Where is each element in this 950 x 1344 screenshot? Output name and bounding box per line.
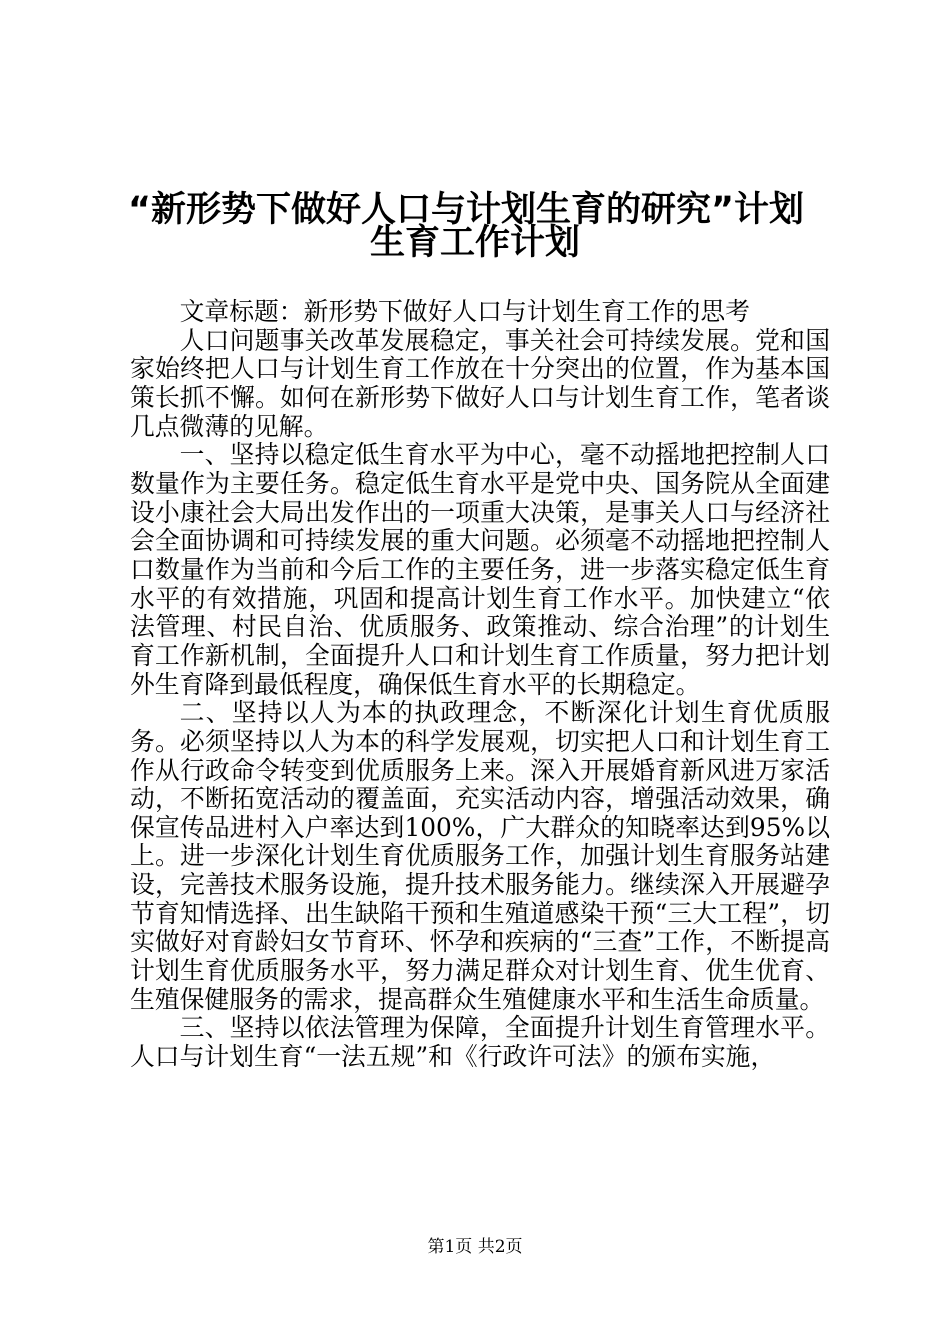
- page-footer: 第1页 共2页: [427, 1237, 523, 1257]
- article-subtitle: 文章标题：新形势下做好人口与计划生育工作的思考: [179, 297, 750, 326]
- paragraph-section-2: 二、坚持以人为本的执政理念，不断深化计划生育优质服务。必须坚持以人为本的科学发展观，切实把人口和计划生育工作从行政命令转变到优质服务上来。深入开展婚育新风进万家活动，不断拓宽活动的覆盖面，充实活动内容，增强活动效果，确保宣传品进村入户率达到100%，广大群众的知晓率达到95%以上。进一步深化计划生育优质服务工作，加强计划生育服务站建设，完善技术服务设施，提升技术服务能力。继续深入开展避孕节育知情选择、出生缺陷干预和生殖道感染干预“三大工程”，切实做好对育龄妇女节育环、怀孕和疾病的“三查”工作，不断提高计划生育优质服务水平，努力满足群众对计划生育、优生优育、生殖保健服务的需求，提高群众生殖健康水平和生活生命质量。: [130, 698, 830, 1014]
- paragraph-section-1: 一、坚持以稳定低生育水平为中心，毫不动摇地把控制人口数量作为主要任务。稳定低生育水平是党中央、国务院从全面建设小康社会大局出发作出的一项重大决策，是事关人口与经济社会全面协调和可持续发展的重大问题。必须毫不动摇地把控制人口数量作为当前和今后工作的主要任务，进一步落实稳定低生育水平的有效措施，巩固和提高计划生育工作水平。加快建立“依法管理、村民自治、优质服务、政策推动、综合治理”的计划生育工作新机制，全面提升人口和计划生育工作质量，努力把计划外生育降到最低程度，确保低生育水平的长期稳定。: [130, 440, 830, 699]
- document-body: [130, 298, 830, 1072]
- paragraph-section-3: 三、坚持以依法管理为保障，全面提升计划生育管理水平。人口与计划生育“一法五规”和《行政许可法》的颁布实施，: [130, 1013, 830, 1072]
- document-title-line-2: 生育工作计划: [369, 223, 580, 263]
- document-title-line-1: “新形势下做好人口与计划生育的研究”计划: [128, 190, 805, 230]
- paragraph-intro: 人口问题事关改革发展稳定，事关社会可持续发展。党和国家始终把人口与计划生育工作放在十分突出的位置，作为基本国策长抓不懈。如何在新形势下做好人口与计划生育工作，笔者谈几点微薄的见解。: [130, 325, 830, 441]
